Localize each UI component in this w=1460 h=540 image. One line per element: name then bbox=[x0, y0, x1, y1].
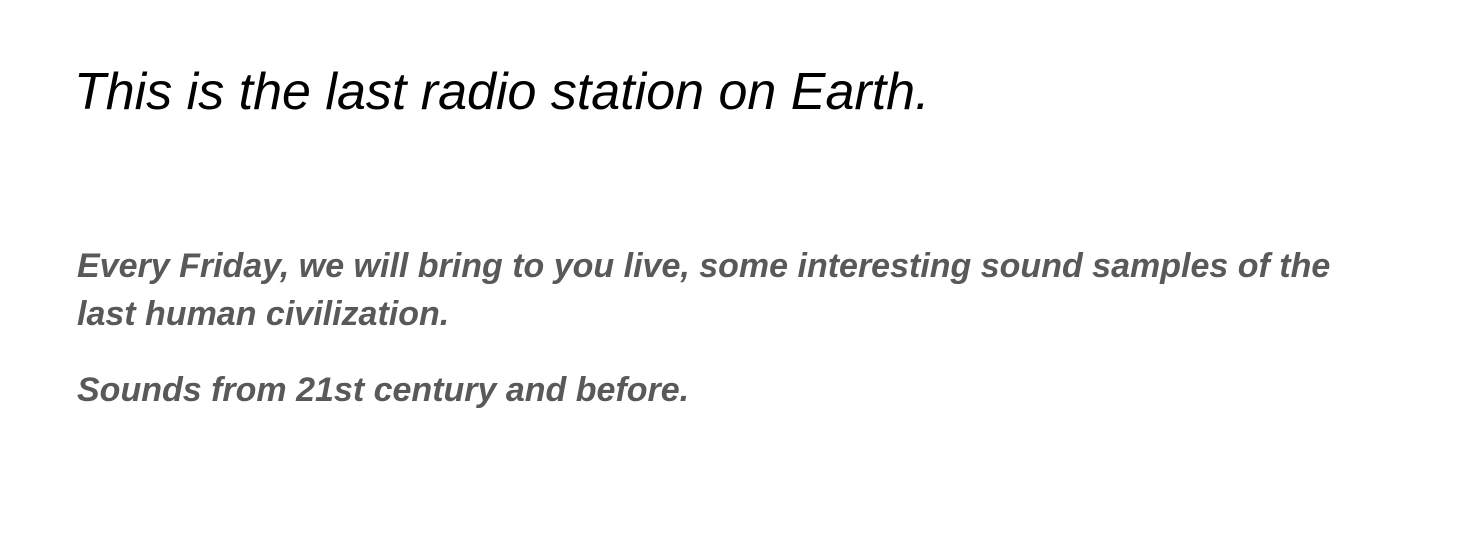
page-title: This is the last radio station on Earth. bbox=[74, 63, 930, 121]
description-block bbox=[77, 242, 1397, 414]
description-paragraph-era: Sounds from 21st century and before. bbox=[77, 371, 690, 409]
description-paragraph-schedule: Every Friday, we will bring to you live, some interesting sound samples of the last human civilization. bbox=[77, 247, 1331, 333]
